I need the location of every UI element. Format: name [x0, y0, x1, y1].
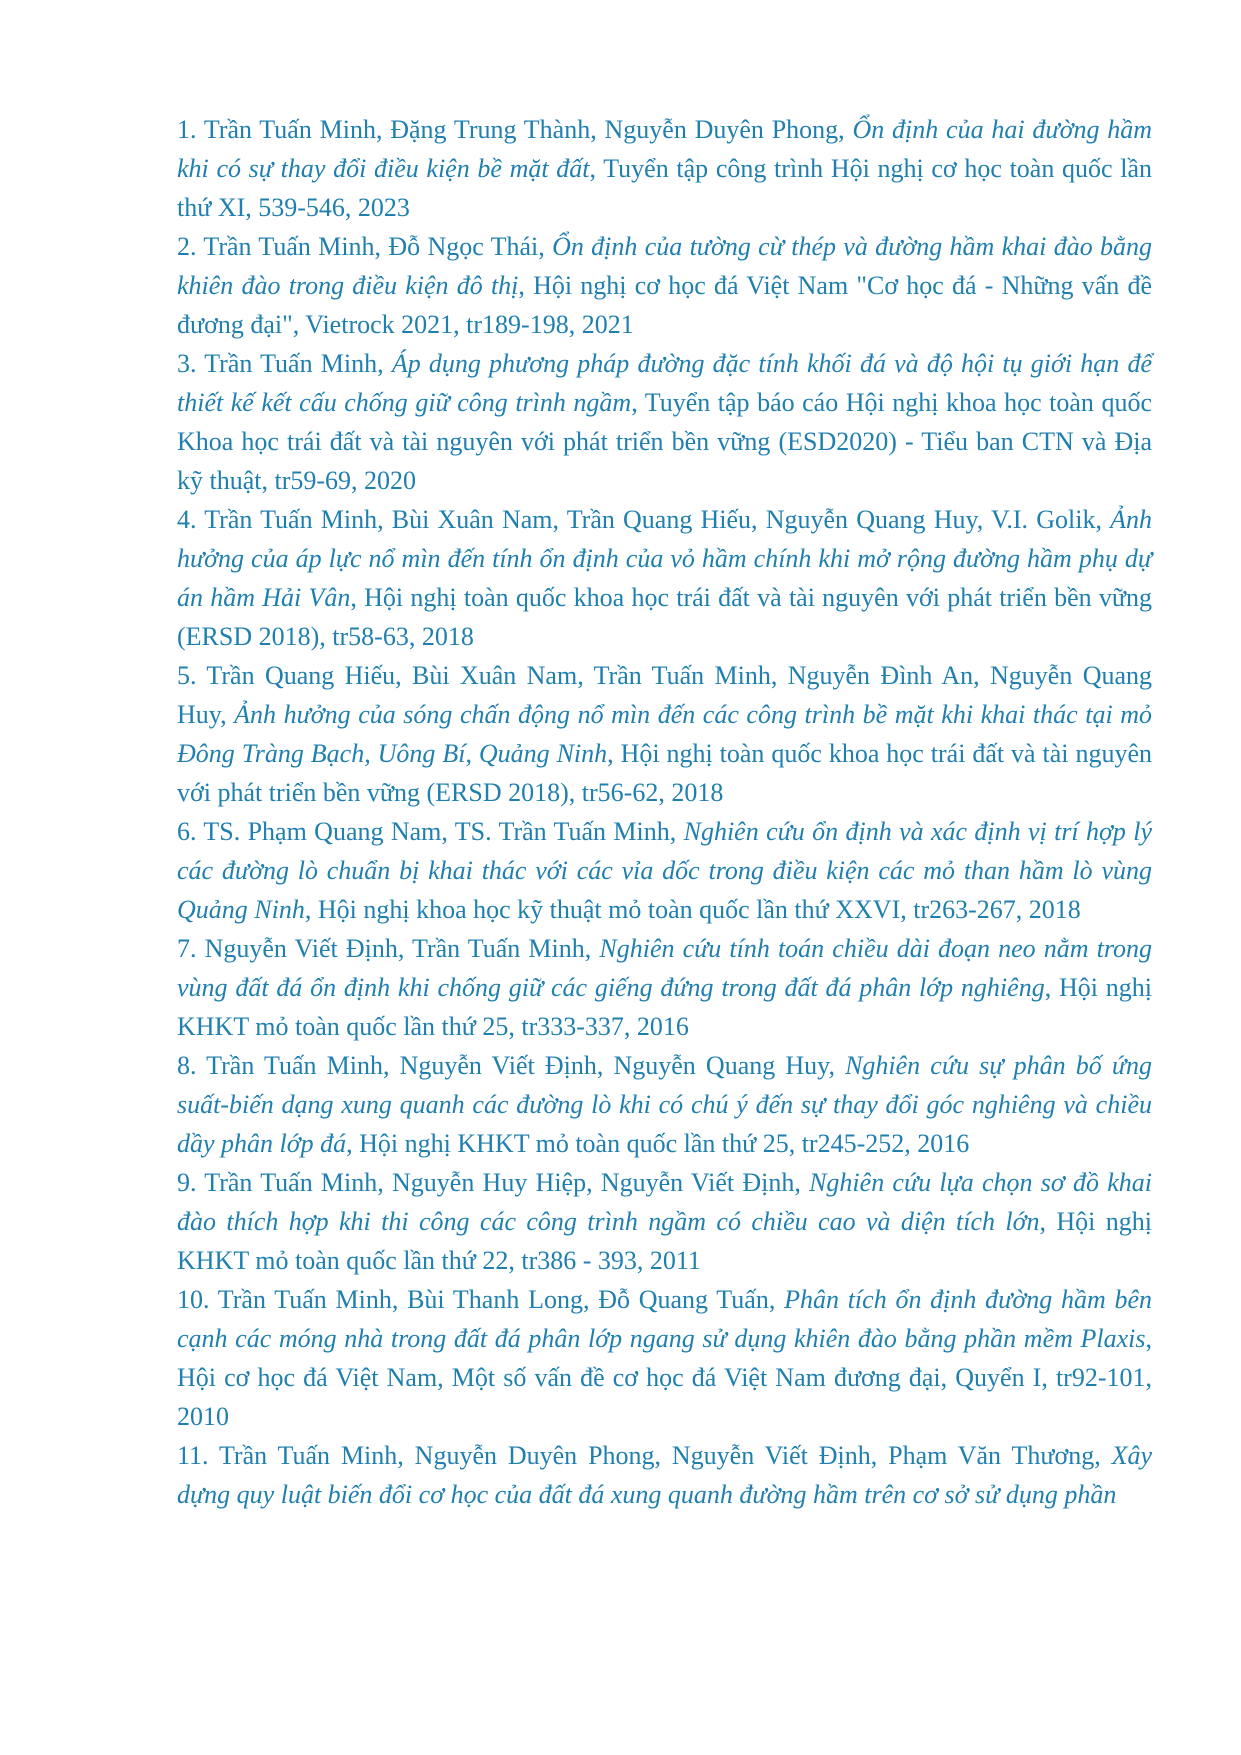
- reference-title: Nghiên cứu sự phân bố ứng suất-biến dạng xung quanh các đường lò khi có chú ý đến sự thay đổi góc nghiêng và chiều dầy phân lớp đá: [177, 1051, 1152, 1158]
- reference-title: Ổn định của hai đường hầm khi có sự thay đổi điều kiện bề mặt đất: [177, 115, 1153, 183]
- reference-source: , Hội cơ học đá Việt Nam, Một số vấn đề cơ học đá Việt Nam đương đại, Quyển I, tr92-101, 2010: [177, 1324, 1152, 1431]
- reference-authors: Trần Tuấn Minh, Nguyễn Duyên Phong, Nguyễn Viết Định, Phạm Văn Thương,: [218, 1441, 1101, 1470]
- reference-authors: Trần Tuấn Minh,: [204, 349, 384, 378]
- reference-item: [177, 110, 1152, 227]
- reference-source: , Hội nghị khoa học kỹ thuật mỏ toàn quốc lần thứ XXVI, tr263-267, 2018: [304, 895, 1081, 924]
- reference-source: , Hội nghị KHKT mỏ toàn quốc lần thứ 22, tr386 - 393, 2011: [177, 1207, 1152, 1275]
- reference-number: 4.: [177, 505, 197, 534]
- reference-number: 8.: [177, 1051, 197, 1080]
- reference-item: [177, 344, 1152, 500]
- reference-list: [177, 110, 1152, 1514]
- reference-title: Áp dụng phương pháp đường đặc tính khối đá và độ hội tụ giới hạn để thiết kế kết cấu chống giữ công trình ngầm: [177, 349, 1153, 417]
- reference-authors: TS. Phạm Quang Nam, TS. Trần Tuấn Minh,: [203, 817, 677, 846]
- reference-item: [177, 227, 1152, 344]
- reference-source: , Hội nghị toàn quốc khoa học trái đất và tài nguyên với phát triển bền vững (ERSD 2018), tr56-62, 2018: [177, 739, 1152, 807]
- reference-item: [177, 1436, 1152, 1514]
- reference-number: 6.: [177, 817, 197, 846]
- reference-number: 1.: [177, 115, 197, 144]
- reference-source: , Hội nghị KHKT mỏ toàn quốc lần thứ 25, tr333-337, 2016: [177, 973, 1152, 1041]
- reference-authors: Trần Tuấn Minh, Bùi Thanh Long, Đỗ Quang Tuấn,: [217, 1285, 776, 1314]
- reference-authors: Nguyễn Viết Định, Trần Tuấn Minh,: [204, 934, 592, 963]
- reference-number: 2.: [177, 232, 197, 261]
- reference-number: 9.: [177, 1168, 197, 1197]
- reference-source: , Tuyển tập công trình Hội nghị cơ học toàn quốc lần thứ XI, 539-546, 2023: [177, 154, 1152, 222]
- reference-item: [177, 1163, 1152, 1280]
- reference-source: , Hội nghị cơ học đá Việt Nam "Cơ học đá - Những vấn đề đương đại", Vietrock 2021, tr189-198, 2021: [177, 271, 1152, 339]
- reference-item: [177, 1280, 1152, 1436]
- reference-source: , Hội nghị KHKT mỏ toàn quốc lần thứ 25, tr245-252, 2016: [346, 1129, 970, 1158]
- reference-source: , Tuyển tập báo cáo Hội nghị khoa học toàn quốc Khoa học trái đất và tài nguyên với phát triển bền vững (ESD2020) - Tiểu ban CTN và Địa kỹ thuật, tr59-69, 2020: [177, 388, 1152, 495]
- reference-title: Ảnh hưởng của sóng chấn động nổ mìn đến các công trình bề mặt khi khai thác tại mỏ Đông Tràng Bạch, Uông Bí, Quảng Ninh: [177, 700, 1153, 768]
- reference-authors: Trần Quang Hiếu, Bùi Xuân Nam, Trần Tuấn Minh, Nguyễn Đình An, Nguyễn Quang Huy,: [177, 661, 1153, 729]
- reference-title: Nghiên cứu lựa chọn sơ đồ khai đào thích hợp khi thi công các công trình ngầm có chiều cao và diện tích lớn: [177, 1168, 1153, 1236]
- reference-title: Nghiên cứu ổn định và xác định vị trí hợp lý các đường lò chuẩn bị khai thác với các vỉa dốc trong điều kiện các mỏ than hầm lò vùng Quảng Ninh: [177, 817, 1153, 924]
- reference-authors: Trần Tuấn Minh, Nguyễn Huy Hiệp, Nguyễn Viết Định,: [204, 1168, 801, 1197]
- reference-item: [177, 1046, 1152, 1163]
- reference-title: Phân tích ổn định đường hầm bên cạnh các móng nhà trong đất đá phân lớp ngang sử dụng khiên đào bằng phần mềm Plaxis: [177, 1285, 1153, 1353]
- reference-number: 5.: [177, 661, 197, 690]
- reference-item: [177, 656, 1152, 812]
- reference-item: [177, 500, 1152, 656]
- reference-number: 7.: [177, 934, 197, 963]
- reference-item: [177, 812, 1152, 929]
- reference-number: 3.: [177, 349, 197, 378]
- reference-source: , Hội nghị toàn quốc khoa học trái đất và tài nguyên với phát triển bền vững (ERSD 2018), tr58-63, 2018: [177, 583, 1152, 651]
- reference-authors: Trần Tuấn Minh, Đặng Trung Thành, Nguyễn Duyên Phong,: [203, 115, 845, 144]
- reference-title: Nghiên cứu tính toán chiều dài đoạn neo nằm trong vùng đất đá ổn định khi chống giữ các giếng đứng trong đất đá phân lớp nghiêng: [177, 934, 1153, 1002]
- reference-item: [177, 929, 1152, 1046]
- reference-number: 11.: [177, 1441, 209, 1470]
- reference-title: Ổn định của tường cừ thép và đường hầm khai đào bằng khiên đào trong điều kiện đô thị: [177, 232, 1153, 300]
- reference-title: Xây dựng quy luật biến đổi cơ học của đất đá xung quanh đường hầm trên cơ sở sử dụng phần: [177, 1441, 1153, 1509]
- reference-number: 10.: [177, 1285, 210, 1314]
- reference-authors: Trần Tuấn Minh, Bùi Xuân Nam, Trần Quang Hiếu, Nguyễn Quang Huy, V.I. Golik,: [204, 505, 1102, 534]
- reference-authors: Trần Tuấn Minh, Nguyễn Viết Định, Nguyễn Quang Huy,: [206, 1051, 835, 1080]
- reference-title: Ảnh hưởng của áp lực nổ mìn đến tính ổn định của vỏ hầm chính khi mở rộng đường hầm phụ dự án hầm Hải Vân: [177, 505, 1153, 612]
- reference-authors: Trần Tuấn Minh, Đỗ Ngọc Thái,: [203, 232, 545, 261]
